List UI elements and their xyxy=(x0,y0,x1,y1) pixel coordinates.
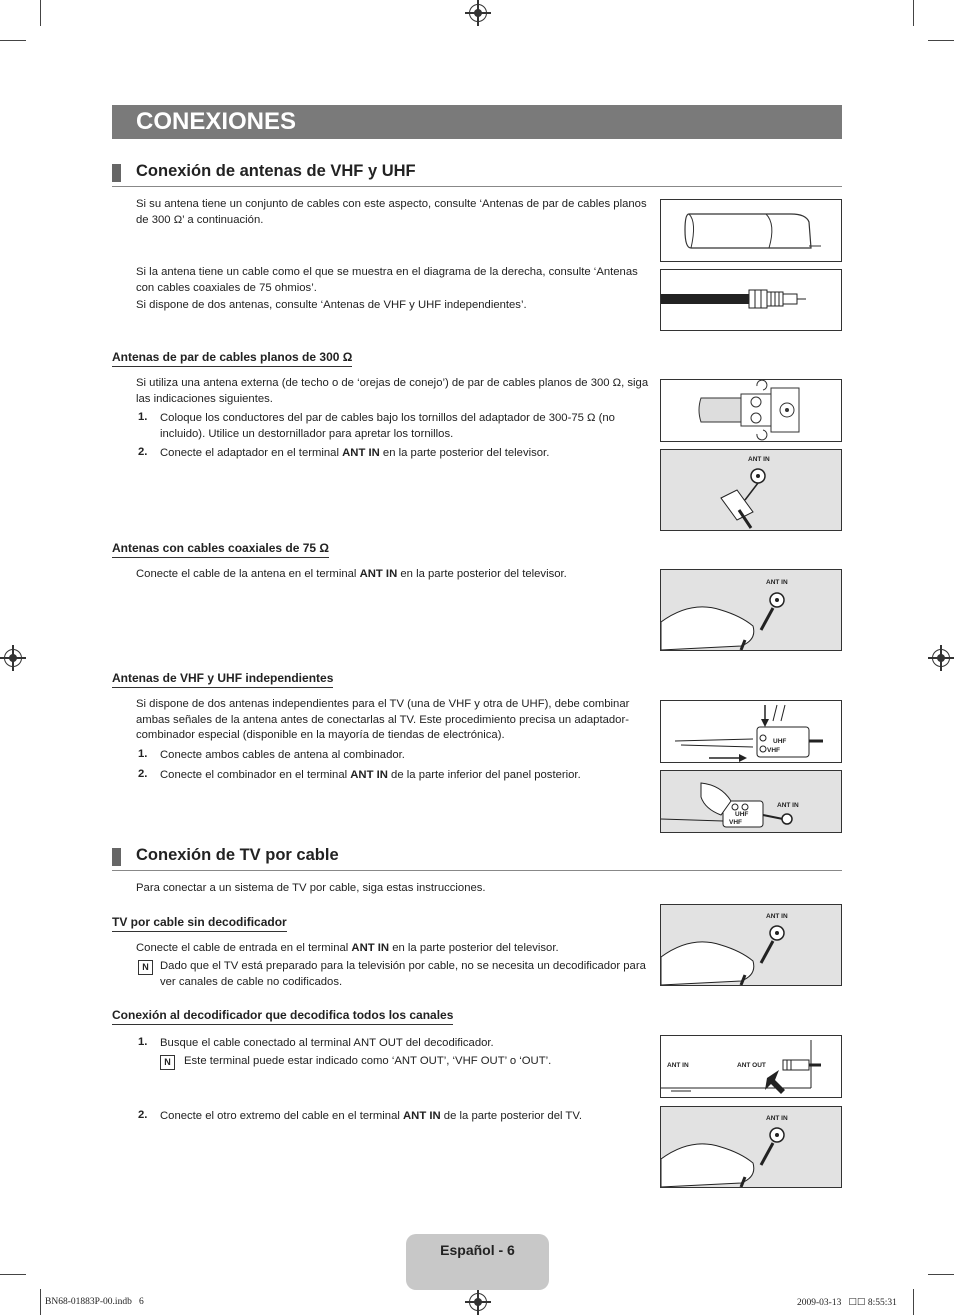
crop-mark xyxy=(928,40,954,41)
flat-step-1: Coloque los conductores del par de cables bajo los tornillos del adaptador de 300-75 Ω (no incluido). Utilice un destornillador para apretar los tornillos. xyxy=(160,412,615,440)
terminal-name: ANT IN xyxy=(350,769,388,781)
flat-cable-text: Si utiliza una antena externa (de techo o de ‘orejas de conejo’) de par de cables planos de 300 Ω, siga las indicaciones siguientes. xyxy=(136,377,649,405)
section-heading-cable-tv xyxy=(112,846,842,871)
decoder-step-2 xyxy=(160,1109,650,1125)
registration-mark-icon xyxy=(469,1293,487,1311)
text: de la parte posterior del TV. xyxy=(440,1110,582,1122)
subheading-coax: Antenas con cables coaxiales de 75 Ω xyxy=(112,541,329,558)
section-title: Conexión de TV por cable xyxy=(136,846,339,864)
independent-step-1: Conecte ambos cables de antena al combinador. xyxy=(160,749,405,761)
ant-in-label: ANT IN xyxy=(766,913,788,920)
uhf-label: UHF xyxy=(735,811,749,818)
step-number: 1. xyxy=(138,1036,148,1048)
coax-text xyxy=(136,567,651,583)
footer-file: BN68-01883P-00.indb 6 xyxy=(45,1297,144,1307)
intro-two-antennas: Si dispone de dos antenas, consulte ‘Antenas de VHF y UHF independientes’. xyxy=(136,299,527,311)
terminal-name: ANT IN xyxy=(351,942,390,954)
step-number: 2. xyxy=(138,768,148,780)
intro-flat-cable: Si su antena tiene un conjunto de cables con este aspecto, consulte ‘Antenas de par de cables planos de 300 Ω’ a continuación. xyxy=(136,198,647,226)
adapter-300-75-image xyxy=(660,379,842,442)
terminal-name: ANT IN xyxy=(342,447,380,459)
terminal-name: ANT IN xyxy=(359,568,398,580)
crop-mark xyxy=(913,1289,914,1315)
text: Conecte el otro extremo del cable en el terminal xyxy=(160,1110,404,1122)
ant-out-label: ANT OUT xyxy=(737,1062,766,1069)
coaxial-cable-image xyxy=(660,269,842,331)
registration-mark-icon xyxy=(4,649,22,667)
independent-step-2 xyxy=(160,768,650,784)
no-decoder-text xyxy=(136,941,651,957)
vhf-label: VHF xyxy=(767,747,780,754)
note-icon: N xyxy=(160,1055,175,1070)
terminal-name: ANT IN xyxy=(403,1110,441,1122)
registration-mark-icon xyxy=(469,4,487,22)
registration-mark-icon xyxy=(932,649,950,667)
section-marker xyxy=(112,848,121,866)
uhf-label: UHF xyxy=(773,738,787,745)
decoder-step-1-note: Este terminal puede estar indicado como ‘ANT OUT’, ‘VHF OUT’ o ‘OUT’. xyxy=(184,1055,552,1067)
text: Conecte el combinador en el terminal xyxy=(160,769,351,781)
page-title: CONEXIONES xyxy=(136,108,297,135)
step-number: 1. xyxy=(138,411,148,423)
text: Conecte el cable de entrada en el terminal xyxy=(136,942,352,954)
hand-coax-ant-in-image xyxy=(660,1106,842,1188)
hand-coax-ant-in-image xyxy=(660,569,842,651)
crop-mark xyxy=(928,1274,954,1275)
combiner-image xyxy=(660,700,842,763)
independent-text: Si dispone de dos antenas independientes para el TV (una de VHF y otra de UHF), debe combinar ambas señales de la antena antes de conectarlas al TV. Este procedimiento precisa un adaptador-combinador especial (disponible en la mayoría de tiendas de electrónica). xyxy=(136,698,630,741)
vhf-label: VHF xyxy=(729,819,742,826)
decoder-step-1: Busque el cable conectado al terminal ANT OUT del decodificador. xyxy=(160,1037,494,1049)
step-number: 2. xyxy=(138,1109,148,1121)
page-title-bar xyxy=(112,105,842,139)
adapter-ant-in-image xyxy=(660,449,842,531)
subheading-no-decoder: TV por cable sin decodificador xyxy=(112,915,287,932)
ant-in-label: ANT IN xyxy=(667,1062,689,1069)
crop-mark xyxy=(40,1289,41,1315)
text: Conecte el cable de la antena en el terminal xyxy=(136,568,360,580)
combiner-ant-in-image xyxy=(660,770,842,833)
note-icon: N xyxy=(138,960,153,975)
text: Conecte el adaptador en el terminal xyxy=(160,447,343,459)
footer-timestamp: 2009-03-13 ☐☐ 8:55:31 xyxy=(797,1298,897,1308)
section-title: Conexión de antenas de VHF y UHF xyxy=(136,162,416,180)
decoder-box-image xyxy=(660,1035,842,1098)
text: en la parte posterior del televisor. xyxy=(389,942,559,954)
hand-coax-ant-in-image xyxy=(660,904,842,986)
ant-in-label: ANT IN xyxy=(777,802,799,809)
ant-in-label: ANT IN xyxy=(766,579,788,586)
no-decoder-note: Dado que el TV está preparado para la televisión por cable, no se necesita un decodificador para ver canales de cable no codificados. xyxy=(160,960,646,988)
section-marker xyxy=(112,164,121,182)
flat-twin-lead-cable-image xyxy=(660,199,842,262)
cable-intro: Para conectar a un sistema de TV por cable, siga estas instrucciones. xyxy=(136,882,486,894)
subheading-decoder: Conexión al decodificador que decodifica todos los canales xyxy=(112,1008,453,1025)
page-number: Español - 6 xyxy=(440,1242,515,1258)
text: en la parte posterior del televisor. xyxy=(379,447,550,459)
text: en la parte posterior del televisor. xyxy=(397,568,567,580)
ant-in-label: ANT IN xyxy=(748,456,770,463)
crop-mark xyxy=(0,40,26,41)
step-number: 1. xyxy=(138,748,148,760)
intro-coax: Si la antena tiene un cable como el que se muestra en el diagrama de la derecha, consulte ‘Antenas con cables coaxiales de 75 ohmios’. xyxy=(136,266,638,294)
crop-mark xyxy=(913,0,914,26)
text: de la parte inferior del panel posterior. xyxy=(387,769,581,781)
crop-mark xyxy=(40,0,41,26)
crop-mark xyxy=(0,1274,26,1275)
subheading-independent: Antenas de VHF y UHF independientes xyxy=(112,671,333,688)
subheading-flat-cable: Antenas de par de cables planos de 300 Ω xyxy=(112,350,352,367)
step-number: 2. xyxy=(138,446,148,458)
page-number-tab xyxy=(406,1234,549,1290)
ant-in-label: ANT IN xyxy=(766,1115,788,1122)
section-heading-antennas xyxy=(112,162,842,187)
flat-step-2 xyxy=(160,446,650,462)
